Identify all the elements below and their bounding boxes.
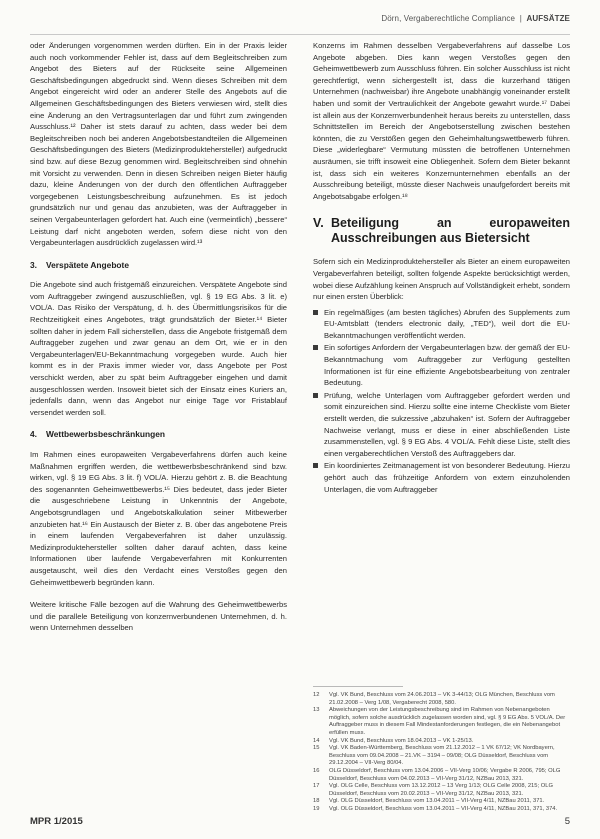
footnote: 18 Vgl. OLG Düsseldorf, Beschluss vom 13.04.2011 – VII-Verg 4/11, NZBau 2011, 371. [313,798,545,805]
section-heading-v: V. Beteiligung an europaweiten Ausschreibungen aus Bietersicht [313,216,570,246]
running-title: Dörn, Vergaberechtliche Compliance [381,14,516,23]
bullet-list [313,307,570,496]
footnote: 19 Vgl. OLG Düsseldorf, Beschluss vom 13.04.2011 – VII-Verg 4/11, NZBau 2011, 371, 374. [313,805,558,812]
footnote: 15 Vgl. VK Baden-Württemberg, Beschluss vom 21.12.2012 – 1 VK 67/12; VK Nordbayern, Beschluss vom 09.04.2008 – 21.VK – 3194 – 09/08; OLG Düsseldorf, Beschluss vom 29.12.2004 – VII-Verg 80/04. [313,745,555,767]
list-item: Prüfung, welche Unterlagen vom Auftraggeber gefordert werden und somit einzureichen sind. Hierzu sollte eine interne Checkliste vom Bieter erstellt werden, die sukzessive „abzuhaken“ ist. Sofern der Auftraggeber Nachweise verlangt, muss er diese in einer abschließenden Liste zusammenstellen, vgl. § 9 EG Abs. 4 VOL/A. Fehlt diese Liste, stellt dies einen vergaberechtlichen Verstoß des Auftraggebers dar. [313,390,570,460]
footnote-rule [313,686,403,687]
footnote: 16 OLG Düsseldorf, Beschluss vom 13.04.2006 – VII-Verg 10/06; Vergabe R 2006, 795; OLG Düsseldorf, Beschluss vom 04.02.2013 – VII-Verg 31/12, NZBau 2013, 321. [313,767,561,782]
section-heading-3: 3. Verspätete Angebote [30,259,129,270]
journal-label: MPR 1/2015 [30,816,83,827]
footnotes [313,692,570,814]
right-column [313,40,570,496]
list-item: Ein koordiniertes Zeitmanagement ist von besonderer Bedeutung. Hierzu gehört auch das frühzeitige Anfordern von extern einzuholenden Unterlagen, die vom Auftraggeber [313,460,570,495]
footnote: 17 Vgl. OLG Celle, Beschluss vom 13.12.2012 – 13 Verg 1/13; OLG Celle 2008, 215; OLG Düsseldorf, Beschluss vom 20.02.2013 – VII-Verg 31/12, NZBau 2013, 321. [313,783,553,797]
section-label: AUFSÄTZE [526,14,570,23]
paragraph: Die Angebote sind auch fristgemäß einzureichen. Verspätete Angebote sind vom Auftraggeber zwingend auszuschließen, vgl. § 19 EG Abs. 3 lit. e) VOL/A. Das Risiko der Verspätung, d. h. des Übermittlungsrisikos für die Rechtzeitigkeit eines Angebotes, trägt grundsätzlich der Bieter.¹⁴ Bieter sollten daher in jedem Fall sicherstellen, dass die Angebote fristgemäß dem Auftraggeber zugehen und zwar genau an dem Ort, wie er in den Vergabeunterlagen/EU-Bekanntmachung vorgegeben wurde. Auch hier kommt es in der Praxis immer wieder vor, dass Angebote per Post verschickt werden, aber zu spät beim Auftraggeber eingehen und damit ausgeschlossen werden. Insoweit bietet sich der Einsatz eines Kuriers an, jedenfalls dann, wenn das Angebot nur einige Tage vor Fristablauf versendet werden soll. [30,280,287,417]
running-header: Dörn, Vergaberechtliche Compliance | AUFSÄTZE [381,14,570,23]
paragraph: Weitere kritische Fälle bezogen auf die Wahrung des Geheimwettbewerbs und die parallele Beteiligung von konzernverbundenen Unternehmen, d. h. wenn Unternehmen desselben [30,600,287,633]
page-number: 5 [564,816,570,827]
footnote: 12 Vgl. VK Bund, Beschluss vom 24.06.2013 – VK 3-44/13; OLG München, Beschluss vom 21.02.2008 – Verg 1/08, Vergaberecht 2008, 580. [313,692,555,706]
paragraph: oder Änderungen vorgenommen werden dürften. Ein in der Praxis leider auch noch vorkommender Fehler ist, dass auf dem Begleitschreiben zum Angebot des Bieters auf der Rückseite seine Allgemeinen Geschäftsbedingungen abgedruckt sind. Wenn dieses Schreiben mit dem Angebot eingereicht wird oder an anderer Stelle des Angebots auf die Allgemeinen Geschäftsbedingungen des Bieters verwiesen wird, stellt dies eine Änderung an den Vertragsunterlagen dar und führt zum zwingenden Ausschluss.¹² Daher ist stets darauf zu achten, dass weder bei dem Begleitschreiben noch bei anderen Angebotsbestandteilen die Allgemeinen Geschäftsbedingungen des Bieters (Medizinproduktehersteller) aufgedruckt sind bzw. auf diese Bezug genommen wird. Begleitschreiben sind ohnehin mit Vorsicht zu verwenden. Denn in diesen Schreiben neigen Bieter häufig dazu, kleine Änderungen von der durch den öffentlichen Auftraggeber vorgegebenen Leistungsbeschreibung aufzunehmen. Es ist jedoch grundsätzlich nur und genau das anzubieten, was der Auftraggeber in seinen Vergabeunterlagen gefordert hat. Auch eine (vermeintlich) „bessere“ Leistung darf nicht angeboten werden, sofern diese nicht von den Vergabeunterlagen ausdrücklich zugelassen wird.¹³ [30,41,287,248]
left-column [30,40,287,645]
header-rule [30,34,570,35]
paragraph: Sofern sich ein Medizinproduktehersteller als Bieter an einem europaweiten Vergabeverfahren beteiligt, sollten folgende Aspekte berücksichtigt werden, wobei diese Aufzählung keinen Anspruch auf Vollständigkeit erhebt, sondern nur einen ersten Überblick: [313,257,570,302]
paragraph: Konzerns im Rahmen desselben Vergabeverfahrens auf dasselbe Los Angebote abgeben. Dies kann wegen Verstoßes gegen den Geheimwettbewerb zum Ausschluss führen. Ein solcher Ausschluss ist nicht gerechtfertigt, wenn sichergestellt ist, dass die kurzerhand tätigen Unternehmen (nachweisbar) ihre Angebote unabhängig voneinander erstellt haben und somit der Vertraulichkeit der Angebote gewahrt wurde.¹⁷ Dabei ist allein aus der Konzernverbundenheit heraus bereits zu unterstellen, dass Schnittstellen im Bereich der Angebotserstellung zwischen bestehen könnten, die zu Verstößen gegen den Geheimhaltungswettbewerb führen. Diese „widerlegbare“ Vermutung müssten die betroffenen Unternehmen ausräumen, sie trifft insoweit eine Obliegenheit. Sofern dem Bieter bekannt ist, dass sich ein weiteres Konzernunternehmen ebenfalls an der Ausschreibung beteiligt, müsste dieser Nachweis unaufgefordert bereits mit Angebotsabgabe erfolgen.¹⁸ [313,41,570,201]
list-item: Ein regelmäßiges (am besten tägliches) Abrufen des Supplements zum EU-Amtsblatt (tenders electronic daily, „TED“), weil dort die EU-Bekanntmachungen veröffentlicht werden. [313,307,570,342]
paragraph: Im Rahmen eines europaweiten Vergabeverfahrens dürfen auch keine Maßnahmen ergriffen werden, die wettbewerbsbeschränkend sind bzw. wirken, vgl. § 19 EG Abs. 3 lit. f) VOL/A. Hierzu gehört z. B. die Beachtung des sogenannten Geheimwettbewerbs.¹⁵ Dies bedeutet, dass jeder Bieter die ausgeschriebene Leistung in Unkenntnis der Angebote, Angebotsgrundlagen und Angebotskalkulation seiner Mitbewerber anzubieten hat.¹⁶ Ein Austausch der Bieter z. B. über das angebotene Preis in einem laufenden Vergabeverfahren ist daher unzulässig. Medizinproduktehersteller sollten daher darauf achten, dass keine Informationen über laufende Vergabeverfahren mit Konkurrenten ausgetauscht, weil dies den Verdacht eines Verstoßes gegen den Geheimwettbewerb begründen kann. [30,450,287,587]
list-item: Ein sofortiges Anfordern der Vergabeunterlagen bzw. der gemäß der EU-Bekanntmachung vom Auftraggeber zur Verfügung gestellten Informationen ist für eine effiziente Angebotsbearbeitung von zentraler Bedeutung. [313,342,570,388]
footnote: 13 Abweichungen von der Leistungsbeschreibung sind im Rahmen von Nebenangeboten möglich, sofern solche ausdrücklich zugelassen worden sind, vgl. § 9 EG Abs. 5 VOL/A. Der Auftraggeber muss in diesem Fall Mindestanforderungen festlegen, die ein Nebenangebot erfüllen muss. [313,707,566,736]
footnote: 14 Vgl. VK Bund, Beschluss vom 18.04.2013 – VK 1-25/13. [313,737,474,744]
section-heading-4: 4. Wettbewerbsbeschränkungen [30,429,165,440]
